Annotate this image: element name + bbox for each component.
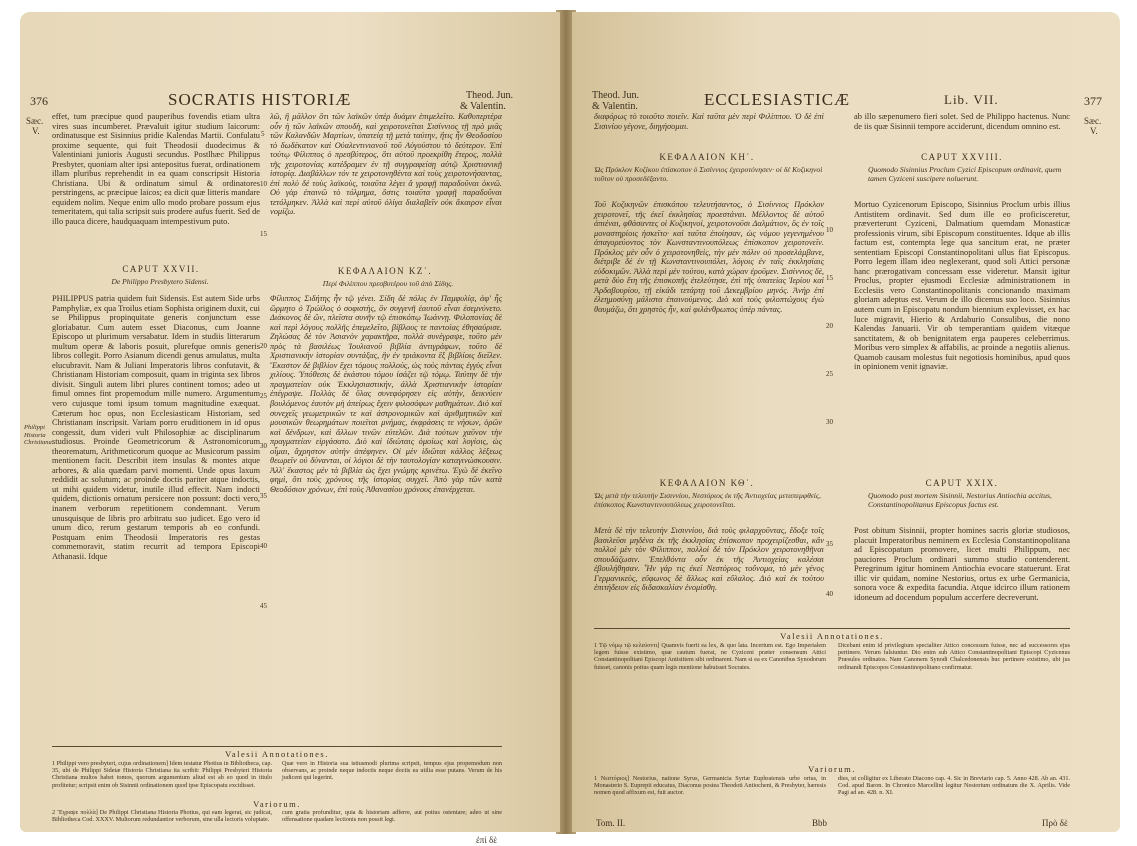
saeculum-number: V. bbox=[1090, 126, 1098, 136]
chapter-heading-latin: CAPUT XXVIII. bbox=[921, 152, 1003, 162]
greek-paragraph-top: διαφόρως τὸ τοιοῦτο ποιεῖν. Καὶ ταῦτα μὲν περὶ Φιλίππου. Ὁ δὲ ἐπὶ Σισινίου γέγονε, διηγήσομαι. bbox=[594, 112, 824, 131]
saeculum-label: Sæc. bbox=[26, 116, 44, 126]
chapter-heading-greek: ΚΕΦΑΛΑΙΟΝ ΚΘ΄. bbox=[659, 478, 755, 488]
running-subtitle-2: & Valentin. bbox=[460, 101, 506, 112]
latin-paragraph-top: effet, tum præcipue quod pauperibus fovendis etiam ultra vires suas incumberet. Prævaluit igitur studium laicorum: ordinatusque est Sisinnius pridie Kalendas Martii. Confulatu proxime sequente, qui fuit Theodosii duodecimus & Valentiniani junioris Augusti secundus. Postlhæc Philippus Presbyter, quoniam alter ipsi antepositus fuerat, ordinationem illam pluribus reprehendit in ea quam conscripsit Historia Christiana. Ubi & ordinatum simul & ordinatores perstringens, ac præcipue laicos; ea dicit quæ litteris mandare equidem nolim. Neque enim ullo modo probare possum ejus temeritatem, qui talia scripsit suis prodere aufus fuerit. Sed de illo pauca dicere, haudquaquam intempestivum puto. bbox=[52, 112, 260, 227]
line-number: 15 bbox=[826, 274, 833, 282]
greek-paragraph-top: λῶ, ἢ μᾶλλον ὅτι τῶν λαϊκῶν ὑπὲρ δυάμιν ἐπιμελεῖτο. Καθυπερτέρα οὖν ἡ τῶν λαϊκῶν σπουδὴ, καὶ χειροτονεῖται Σισίννιος τῇ πρὸ μιᾶς τῶν Καλανδῶν Μαρτίων, ὑπατείᾳ τῇ μετὰ ταύτην, ἥτις ἦν Θεοδοσίου τὸ δωδέκατον καὶ Οὐαλεντινιανοῦ τοῦ Αὐγούστου τὸ δεύτερον. Ἐπὶ τούτῳ Φίλιππος ὁ πρεσβύτερος, ὅτι αὐτοῦ προεκρίθη ἕτερος, πολλὰ τῆς χειροτονίας κατέδραμεν ἐν τῇ συγγραφείσῃ αὐτῷ Χριστιανικῇ ἱστορίᾳ. Διαβάλλων τόν τε χειροτονηθέντα καὶ τοὺς χειροτονήσαντας, ἐπὶ πολὺ δὲ τοὺς λαϊκοὺς, τοιαῦτα λέγει ἃ γραφῇ παραδοῦναι ὀκνῶ. Οὐ γὰρ ἐπαινῶ τὸ τόλμημα, ὅστις τοιαῦτα γραφῇ παραδοῦναι τετόλμηκεν. Ἀλλὰ καὶ περὶ αὐτοῦ ὀλίγα διαλαβεῖν οὐκ ἄκαιρον εἶναι νομίζω. bbox=[270, 112, 502, 217]
right-page bbox=[572, 12, 1120, 832]
signature-mark: Bbb bbox=[812, 818, 828, 828]
line-number: 25 bbox=[826, 370, 833, 378]
chapter-heading-latin: CAPUT XXVII. bbox=[122, 264, 200, 274]
catchword: Πρὸ δὲ bbox=[1042, 818, 1068, 828]
latin-chapter-text: Mortuo Cyzicenorum Episcopo, Sisinnius Proclum urbis illius Antistitem ordinavit. Sed dum ille eo proficisceretur, præverterunt Cyziceni, Dalmatium quemdam Monasticæ professionis virum, sibi Episcopum constituentes. Idque ab illis factum est, contempta lege qua sancitum erat, ne præter sententiam Episcopi Constantinopolitani ullus fiat Episcopus. Porro legem illam ideo neglexerant, quod soli Attici personæ hanc prærogativam concessam esse videretur. Mansit igitur Proclus, propter ejusmodi Ecclesiæ administrationem in Ecclesiis vero Constantinopolitanis concionando maximam gloriam adeptus est. Verum de illo dicemus suo loco. Sisinnius autem cum in Episcopatu nondum biennium explevisset, ex hac luce migravit, Hierio & Ardaburio Consulibus, die nono Kalendas Januarii. Vir ob temperantiam quidem vitæque sanctitatem, & ob benignitatem erga pauperes celeberrimus. Moribus vero simplex & affabilis, ac proinde a negotiis alienus. Quamob causam molestus fuit negotiosis hominibus, apud quos in opinionem venit ignaviæ. bbox=[854, 200, 1070, 372]
line-number: 30 bbox=[260, 442, 267, 450]
latin-chapter-text: PHILIPPUS patria quidem fuit Sidensis. Est autem Side urbs Pamphyliæ, ex qua Troilus etiam Sophista originem duxit, cui se Philippus propinquitate generis conjunctum esse gloriabatur. Cum autem esset Diaconus, cum Joanne Episcopo ut plurimum versabatur. Idem in studiis litterarum multum operæ & laboris posuit, plurefque omnis generis libros collegit. Porro Asianum dicendi genus amulatus, multa elucubravit. Nam & Juliani Imperatoris libros confutavit, & Christianam Historiam composuit, quam in triginta sex libros divisit. Singuli autem libri plures continent tomos; adeo ut fimul omnes fint propemodum mille numero. Argumentum vero cujusque tomi ipsum tomum magnitudine exæquat. Cæterum hoc opus, non Ecclesiasticam Historiam, sed Christianam inscripsit. Variam porro eruditionem in id opus congessit, dum videri vult Philosophiæ ac disciplinarum studiosus. Proinde Geometricorum & Astronomicorum theorematum, Arithmeticorum quoque ac Musicorum passim mentionem facit. Describit item insulas & montes atque arbores, & alia quædam parvi momenti. Unde opus laxum reddidit ac solutum; ac proinde doctis pariter atque indoctis, ut mihi quidem videtur, inutile illud effecit. Nam indocti quidem, dictionis ornatum persicere non possunt: docti vero, inanem verborum repetitionem condemnant. Verum unusquisque de libris pro arbitratu suo judicet. Ego vero id unum dico, rerum gestarum temporis ab eo confundi. Postquam enim Theodosii Imperatoris res gestas commemoravit, statim recurrit ad tempora Episcopi Athanasii. Idque bbox=[52, 294, 260, 561]
line-number: 20 bbox=[260, 342, 267, 350]
line-number: 25 bbox=[260, 392, 267, 400]
latin-chapter-text: Post obitum Sisinnii, propter homines sacris gloriæ studiosos, placuit Imperatoribus neminem ex Ecclesia Constantinopolitana ad Episcopatum promovere, licet multi Philippum, nec pauciores Proclum ordinari summo studio contenderent. Peregrinum igitur hominem Antiochia evocare statuerunt. Erat illic vir quidam, nomine Nestorius, ortus ex urbe Germanicia, sonora voce & expedita facundia. Atque idcirco illum rationem idoneum ad docendum populum accerfere decreverunt. bbox=[854, 526, 1070, 602]
chapter-summary-greek: Ὡς μετὰ τὴν τελευτὴν Σισιννίου, Νεστόριος ἐκ τῆς Ἀντιοχείας μεταπεμφθεὶς, ἐπίσκοπος Κωνσταντινουπόλεως χειροτονεῖται. bbox=[594, 491, 821, 509]
variorum-heading: Variorum. bbox=[808, 764, 856, 774]
tome-label: Tom. II. bbox=[596, 818, 626, 828]
variorum-column-left: 1 Νεστόριος] Nestorius, natione Syrus, Germanicia Syriæ Euphratensis urbe ortus, in Monasterio S. Euprepii educatus, Diaconus postea Theodoti Antiocheni, & Presbyter, hæresis nomen quod affixum est, fuit auctor. bbox=[594, 775, 826, 797]
notes-divider bbox=[52, 746, 502, 747]
line-number: 40 bbox=[826, 590, 833, 598]
variorum-column-right: dies, ut colligitur ex Liberato Diacono cap. 4. Sic in Breviario cap. 5. Anno 428. Ab an. 431. Cod. apud Baron. In Chronico Marcellini legitur Nestorium ordinatum die X. Aprilis. Vide Pagi ad an. 428. n. XI. bbox=[838, 775, 1070, 797]
chapter-summary-greek: Περὶ Φιλίππου πρεσβυτέρου τοῦ ἀπὸ Σίδης. bbox=[322, 279, 454, 288]
line-number: 40 bbox=[260, 542, 267, 550]
saeculum-label: Sæc. bbox=[1084, 116, 1102, 126]
notes-divider bbox=[594, 628, 1070, 629]
latin-paragraph-top: ab illo sæpenumero fieri solet. Sed de Philippo hactenus. Nunc de iis quæ Sisinnii tempore acciderunt, dicendum omnino est. bbox=[854, 112, 1070, 131]
line-number: 45 bbox=[260, 602, 267, 610]
running-subtitle-1: Theod. Jun. bbox=[592, 90, 639, 101]
chapter-heading-greek: ΚΕΦΑΛΑΙΟΝ ΚΖ΄. bbox=[337, 266, 433, 276]
variorum-column-right: cum gratia profunditur, quia & historiam adferre, aut potius ostentare; adeo ut sine offensatione quadam lectionis non possit legi. bbox=[282, 809, 502, 824]
notes-column-left: 1 Philippi vero presbyteri, cujus ordinationem] Idem testatur Photius in Bibliotheca, cap. 35, ubi de Philippi Sidetæ Historia Christiana ita scribit: Philippi Presbyteri Historia Christiana multos habet tomos, quorum argumentum aliud est ab eo quod in titulo profitetur; scripsit enim ob Sisinnii ordinationem quod ipse Episcopatu excidisset. bbox=[52, 760, 272, 789]
line-number: 10 bbox=[260, 180, 267, 188]
running-title: ECCLESIASTICÆ bbox=[704, 90, 851, 109]
page-number: 377 bbox=[1084, 94, 1102, 108]
line-number: 5 bbox=[261, 130, 265, 138]
page-number: 376 bbox=[30, 94, 48, 108]
notes-column-left: 1 Τῷ νόμῳ τῷ κελεύοντι] Quamvis fuerit ea lex, & quo lata. Incertum est. Ego Imperialem legem fuisse existimo, quæ cautum fuerat, ne Cyziceni præter consensum Attici Constantinopolitani Episcopi Antistitem sibi ordinarent. Nam si ea ex Canonibus Synodorum fuisset, canonis potius quam legis mentione habuisset Socrates. bbox=[594, 642, 826, 671]
margin-note: Philippi Historia Christiana. bbox=[24, 424, 54, 446]
chapter-summary-latin: De Philippo Presbytero Sidensi. bbox=[111, 277, 209, 286]
chapter-summary-latin: Quomodo post mortem Sisinnii, Nestorius Antiochia accitus, Constantinopolitanus Episcopus factus est. bbox=[868, 491, 1052, 509]
notes-heading: Valesii Annotationes. bbox=[225, 749, 329, 759]
running-subtitle-1: Theod. Jun. bbox=[466, 90, 513, 101]
running-title: SOCRATIS HISTORIÆ bbox=[168, 90, 352, 109]
line-number: 15 bbox=[260, 230, 267, 238]
variorum-heading: Variorum. bbox=[253, 799, 301, 809]
line-number: 35 bbox=[260, 492, 267, 500]
notes-heading: Valesii Annotationes. bbox=[780, 631, 884, 641]
running-book-number: Lib. VII. bbox=[944, 92, 999, 107]
catchword: ἐπὶ δὲ bbox=[476, 835, 498, 845]
greek-chapter-text: Τοῦ Κυζικηνῶν ἐπισκόπου τελευτήσαντος, ὁ Σισίννιος Πρόκλον χειροτονεῖ, τῆς ἐκεῖ ἐκκλησίας προεστάναι. Μέλλοντος δὲ αὐτοῦ ἀπιέναι, φθάσαντες οἱ Κυζικηνοὶ, χειροτονοῦσι Δαλμάτιον, ὃς ἐν τοῖς μοναστηρίοις ἠσκεῖτο· καὶ ταῦτα ἐποίησαν, ὡς νόμου γεγενημένου ἀπαγορεύοντος τὸν Κωνσταντινουπόλεως ἐπίσκοπον χειροτονεῖν. Πρόκλος μὲν οὖν ὁ χειροτονηθεὶς, τὴν μὲν πόλιν οὐ προσελάμβανε, διέτριβε δὲ ἐν τῇ Κωνσταντινουπόλει, λόγοις ἐν ταῖς ἐκκλησίαις εὐδοκιμῶν. Ἀλλὰ περὶ μὲν τούτου, κατὰ χώραν ἐροῦμεν. Σισίννιος δὲ, μετὰ δύο ἔτη τῆς ἐπισκοπῆς ἐτελεύτησε, ἐπὶ τῆς ὑπατείας Ἱερίου καὶ Ἀρδαβουρίου, τῇ εἰκάδι τετάρτῃ τοῦ Δεκεμβρίου μηνός. Ἀνὴρ ἐπὶ ἐλεημοσύνῃ μάλιστα ἐπαινούμενος. Διὸ καὶ τοὺς φιλοπτώχους ἐγὼ θαυμάζω, ὅτι χρηστὸς ἦν, καὶ φιλάνθρωπος ὑπὲρ πάντας. bbox=[594, 200, 824, 315]
chapter-heading-greek: ΚΕΦΑΛΑΙΟΝ ΚΗ΄. bbox=[659, 152, 755, 162]
saeculum-number: V. bbox=[32, 126, 40, 136]
notes-column-right: Quæ vero in Historia sua istiusmodi plurima scripsit, tempus ejus propemodum non observans, ac proinde neque indoctis neque doctis ea utilia esse putans. Verum de his judicent qui legerint. bbox=[282, 760, 502, 782]
variorum-column-left: 2 Ἔγραψε πολλὰ] De Philippi Christiana Historia Photius, qui eam legerat, sic judicat, Bibliotheca Cod. XXXV. Multorum redundantior verborum, sine ulla lectoris voluptate. bbox=[52, 809, 272, 824]
greek-chapter-text: Μετὰ δὲ τὴν τελευτὴν Σισιννίου, διὰ τοὺς φιλαρχοῦντας, ἔδοξε τοῖς βασιλεῦσι μηδένα ἐκ τῆς ἐκκλησίας ἐπίσκοπον προχειρίζεσθαι, κἂν πολλοὶ μὲν τὸν Φίλιππον, πολλοὶ δὲ τὸν Πρόκλον χειροτονηθῆναι σπουδάζωσιν. Ἐπελθόντα οὖν ἐκ τῆς Ἀντιοχείας καλέσαι ἐβουλήθησαν. Ἦν γάρ τις ἐκεῖ Νεστόριος τοὔνομα, τὸ μὲν γένος Γερμανικεὺς, εὔφωνος δὲ ἄλλως καὶ εὔλαλος. Διὸ καὶ ἐκ τούτου ἐπιτήδειον εἰς διδασκαλίαν ἐνομίσθη. bbox=[594, 526, 824, 593]
notes-column-right: Dicebant enim id privilegium specialiter Attico concessum fuisse, nec ad successores ejus pertinere. Verum falsiuntur. Dio enim sub Attico Constantinopolitani Episcopi Cyzicenus Præsules ordinatos. Nam Canonem Synodi Chalcedonensis huc pertinere existimo, ubi jus ordinandi Episcopos Constantinopolitano confirmatur. bbox=[838, 642, 1070, 671]
left-page bbox=[20, 12, 560, 845]
running-subtitle-2: & Valentin. bbox=[592, 101, 638, 112]
line-number: 35 bbox=[826, 540, 833, 548]
line-number: 20 bbox=[826, 322, 833, 330]
chapter-summary-greek: Ὡς Πρόκλον Κυζίκου ἐπίσκοπον ὁ Σισίννιος ἐχειροτόνησεν· οἱ δὲ Κυζικηνοὶ τοῦτον οὐ προσεδέξαντο. bbox=[594, 165, 823, 183]
chapter-heading-latin: CAPUT XXIX. bbox=[925, 478, 999, 488]
line-number: 30 bbox=[826, 418, 833, 426]
greek-chapter-text: Φίλιππος Σιδήτης ἦν τῷ γένει. Σίδη δὲ πόλις ἐν Παμφυλίᾳ, ἀφ' ἧς ὥρμητο ὁ Τρώϊλος ὁ σοφιστὴς, ὃν συγγενῆ ἑαυτοῦ εἶναι ἐσεμνύνετο. Διάκονος δὲ ὢν, πλεῖστα συνῆν τῷ ἐπισκόπῳ Ἰωάννῃ. Φιλοπονίας δὲ καὶ περὶ λόγους πολλῆς ἐπεμελεῖτο, βίβλους τε παντοίας ἐθησαύρισε. Ζηλώσας δὲ τὸν Ἀσιανὸν χαρακτῆρα, πολλὰ συνέγραψε, τοῦτο μὲν πρὸς τὰ βασιλέως Ἰουλιανοῦ βιβλία ἀντιγράφων, τοῦτο δὲ Χριστιανικὴν ἱστορίαν συντάξας, ἣν ἐν τριάκοντα ἓξ βιβλίοις διεῖλεν. Ἕκαστον δὲ βιβλίον ἔχει τόμους πολλούς, ὡς τοὺς πάντας ἐγγὺς εἶναι χιλίους. Ὑπόθεσις δὲ ἑκάστου τόμου ἰσάζει τῷ τόμῳ. Ταύτην δὲ τὴν πραγματείαν οὐκ Ἐκκλησιαστικήν, ἀλλὰ Χριστιανικὴν ἱστορίαν ἐπέγραψε. Πολλὰς δὲ ὕλας συνεφόρησεν εἰς αὐτὴν, δεικνύειν βουλόμενος ἑαυτὸν μὴ ἀπείρως ἔχειν φιλοσόφων μαθημάτων. Διὸ καὶ συνεχεῖς γεωμετρικῶν τε καὶ ἀστρονομικῶν καὶ ἀριθμητικῶν καὶ μουσικῶν θεωρημάτων ποιεῖται μνήμας, ἐκφράσεις τε νήσων, ὀρῶν καὶ δένδρων, καὶ ἄλλων τινῶν εὐτελῶν. Διὰ τούτων χαῦνον τὴν πραγματείαν εἰργάσατο. Διὸ καὶ ἰδιώταις ὁμοίως καὶ λογίοις, ὡς οἶμαι, ἄχρηστον αὐτὴν ἀπέφηνεν. Οἱ μὲν ἰδιῶται κάλλος λέξεως θεωρεῖν οὐ δύνανται, οἱ λόγιοι δὲ τὴν ταυτολογίαν καταγινώσκουσιν. Ἀλλ' ἕκαστος μὲν τὰ βιβλία ὡς ἔχει γνώμης κρινέτω. Ἐγὼ δὲ ἐκεῖνο φημὶ, ὅτι τοὺς χρόνους τῆς ἱστορίας συγχεῖ. Ἀπὸ γὰρ τῶν κατὰ Θεοδόσιον χρόνων, ἐπὶ τοὺς Ἀθανασίου χρόνους ἐπανέρχεται. bbox=[270, 294, 502, 494]
line-number: 10 bbox=[826, 226, 833, 234]
chapter-summary-latin: Quomodo Sisinnius Proclum Cyzici Episcopum ordinavit, quem tamen Cyziceni suscipere noluerunt. bbox=[868, 165, 1062, 183]
